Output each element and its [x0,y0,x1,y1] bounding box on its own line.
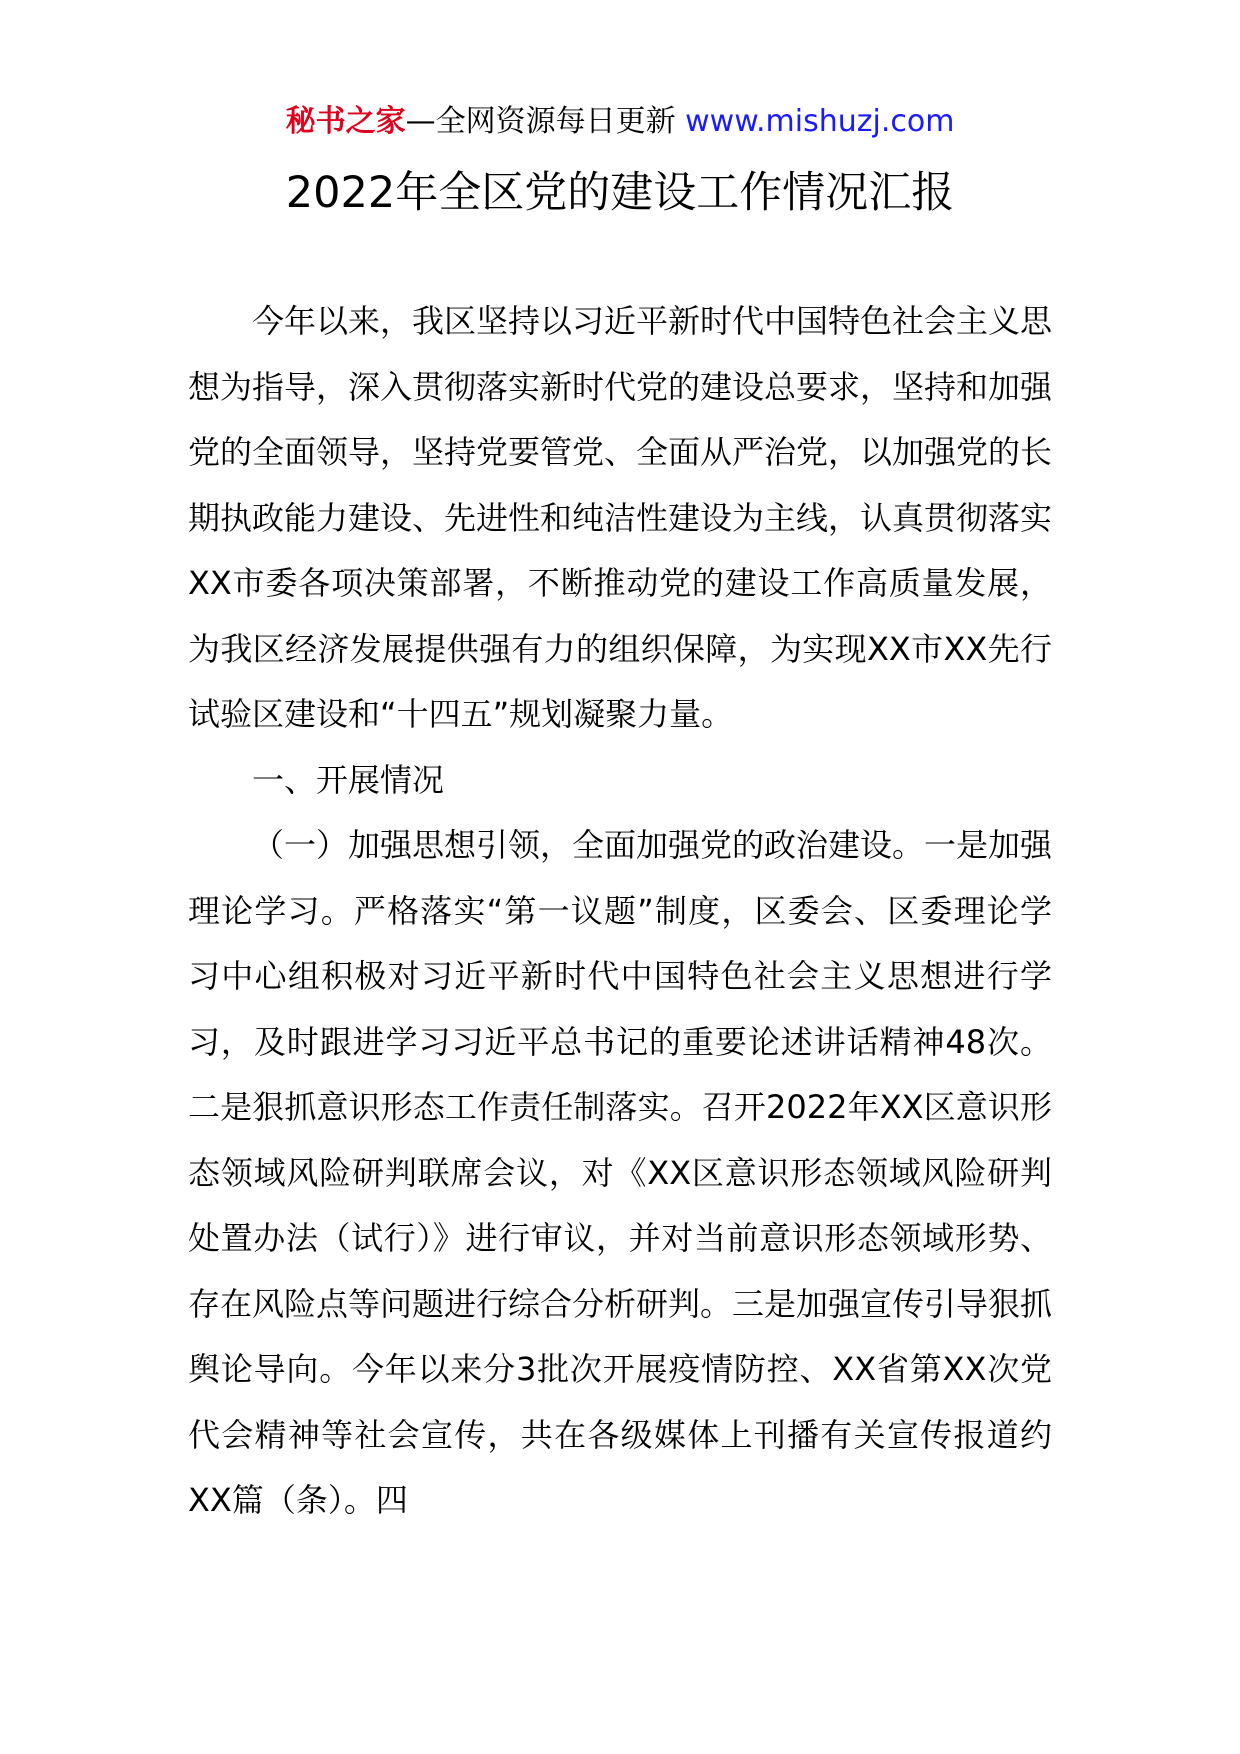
brand-name: 秘书之家 [285,104,406,139]
intro-paragraph: 今年以来，我区坚持以习近平新时代中国特色社会主义思想为指导，深入贯彻落实新时代党的建设总要求，坚持和加强党的全面领导，坚持党要管党、全面从严治党，以加强党的长期执政能力建设、先进性和纯洁性建设为主线，认真贯彻落实XX市委各项决策部署，不断推动党的建设工作高质量发展，为我区经济发展提供强有力的组织保障，为实现XX市XX先行试验区建设和“十四五”规划凝聚力量。 [188,302,1053,733]
section-heading: 一、开展情况 [252,760,445,799]
document-title: 2022年全区党的建设工作情况汇报 [285,168,955,218]
banner-tagline: —全网资源每日更新 [405,104,676,139]
document-body [188,289,1052,1534]
website-link[interactable]: www.mishuzj.com [685,104,955,139]
body-paragraph: （一）加强思想引领，全面加强党的政治建设。一是加强理论学习。严格落实“第一议题”制度，区委会、区委理论学习中心组积极对习近平新时代中国特色社会主义思想进行学习，及时跟进学习习近平总书记的重要论述讲话精神48次。二是狠抓意识形态工作责任制落实。召开2022年XX区意识形态领域风险研判联席会议，对《XX区意识形态领域风险研判处置办法（试行）》进行审议，并对当前意识形态领域形势、存在风险点等问题进行综合分析研判。三是加强宣传引导狠抓舆论导向。今年以来分3批次开展疫情防控、XX省第XX次党代会精神等社会宣传，共在各级媒体上刊播有关宣传报道约XX篇（条）。四 [188,826,1053,1519]
site-banner [0,102,1240,142]
